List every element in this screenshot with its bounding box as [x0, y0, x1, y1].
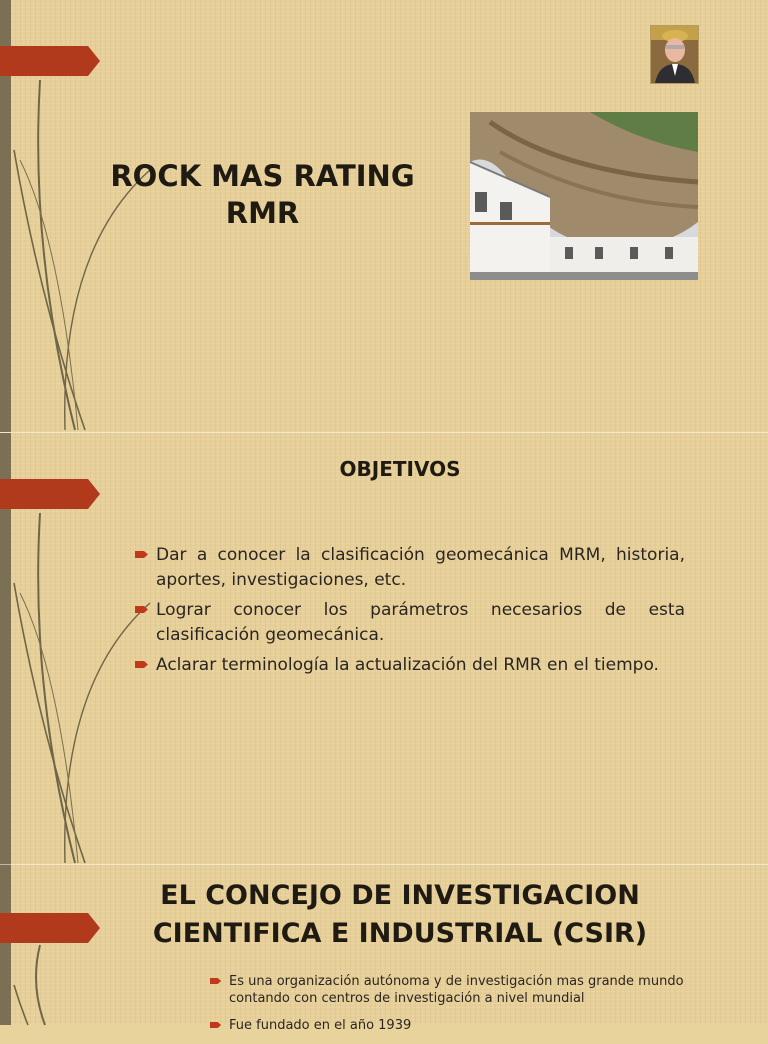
portrait-photo	[650, 25, 699, 84]
arrow-bullet-icon	[135, 550, 149, 559]
vine-decoration-icon	[0, 865, 140, 1025]
slide-2-title: OBJETIVOS	[339, 457, 461, 481]
slide-title	[0, 0, 768, 432]
red-arrow-tag-icon	[0, 479, 100, 509]
list-item: Fue fundado en el año 1939	[210, 1017, 730, 1034]
arrow-bullet-icon	[135, 660, 149, 669]
arrow-bullet-icon	[135, 605, 149, 614]
red-arrow-tag-icon	[0, 46, 100, 76]
slide-1-title	[95, 158, 430, 232]
list-item: Aclarar terminología la actualización del RMR en el tiempo.	[135, 653, 685, 678]
arrow-bullet-icon	[210, 1021, 222, 1029]
csir-list	[210, 973, 730, 1044]
title-line-2: CIENTIFICA E INDUSTRIAL (CSIR)	[152, 918, 648, 949]
list-item: Dar a conocer la clasificación geomecánica MRM, historia, aportes, investigaciones, etc.	[135, 543, 685, 593]
title-line-1: EL CONCEJO DE INVESTIGACION	[160, 880, 640, 911]
red-arrow-tag-icon	[0, 913, 100, 943]
rock-overhang-photo	[470, 112, 698, 280]
list-item: Lograr conocer los parámetros necesarios de esta clasificación geomecánica.	[135, 598, 685, 648]
objectives-list	[135, 543, 685, 683]
slide-csir	[0, 864, 768, 1033]
slide-objetivos	[0, 432, 768, 865]
list-item: Es una organización autónoma y de investigación mas grande mundo contando con centros de investigación a nivel mundial	[210, 973, 730, 1007]
arrow-bullet-icon	[210, 977, 222, 985]
title-line-2: RMR	[225, 196, 300, 230]
slide-3-title	[120, 877, 680, 953]
title-line-1: ROCK MAS RATING	[110, 159, 415, 193]
